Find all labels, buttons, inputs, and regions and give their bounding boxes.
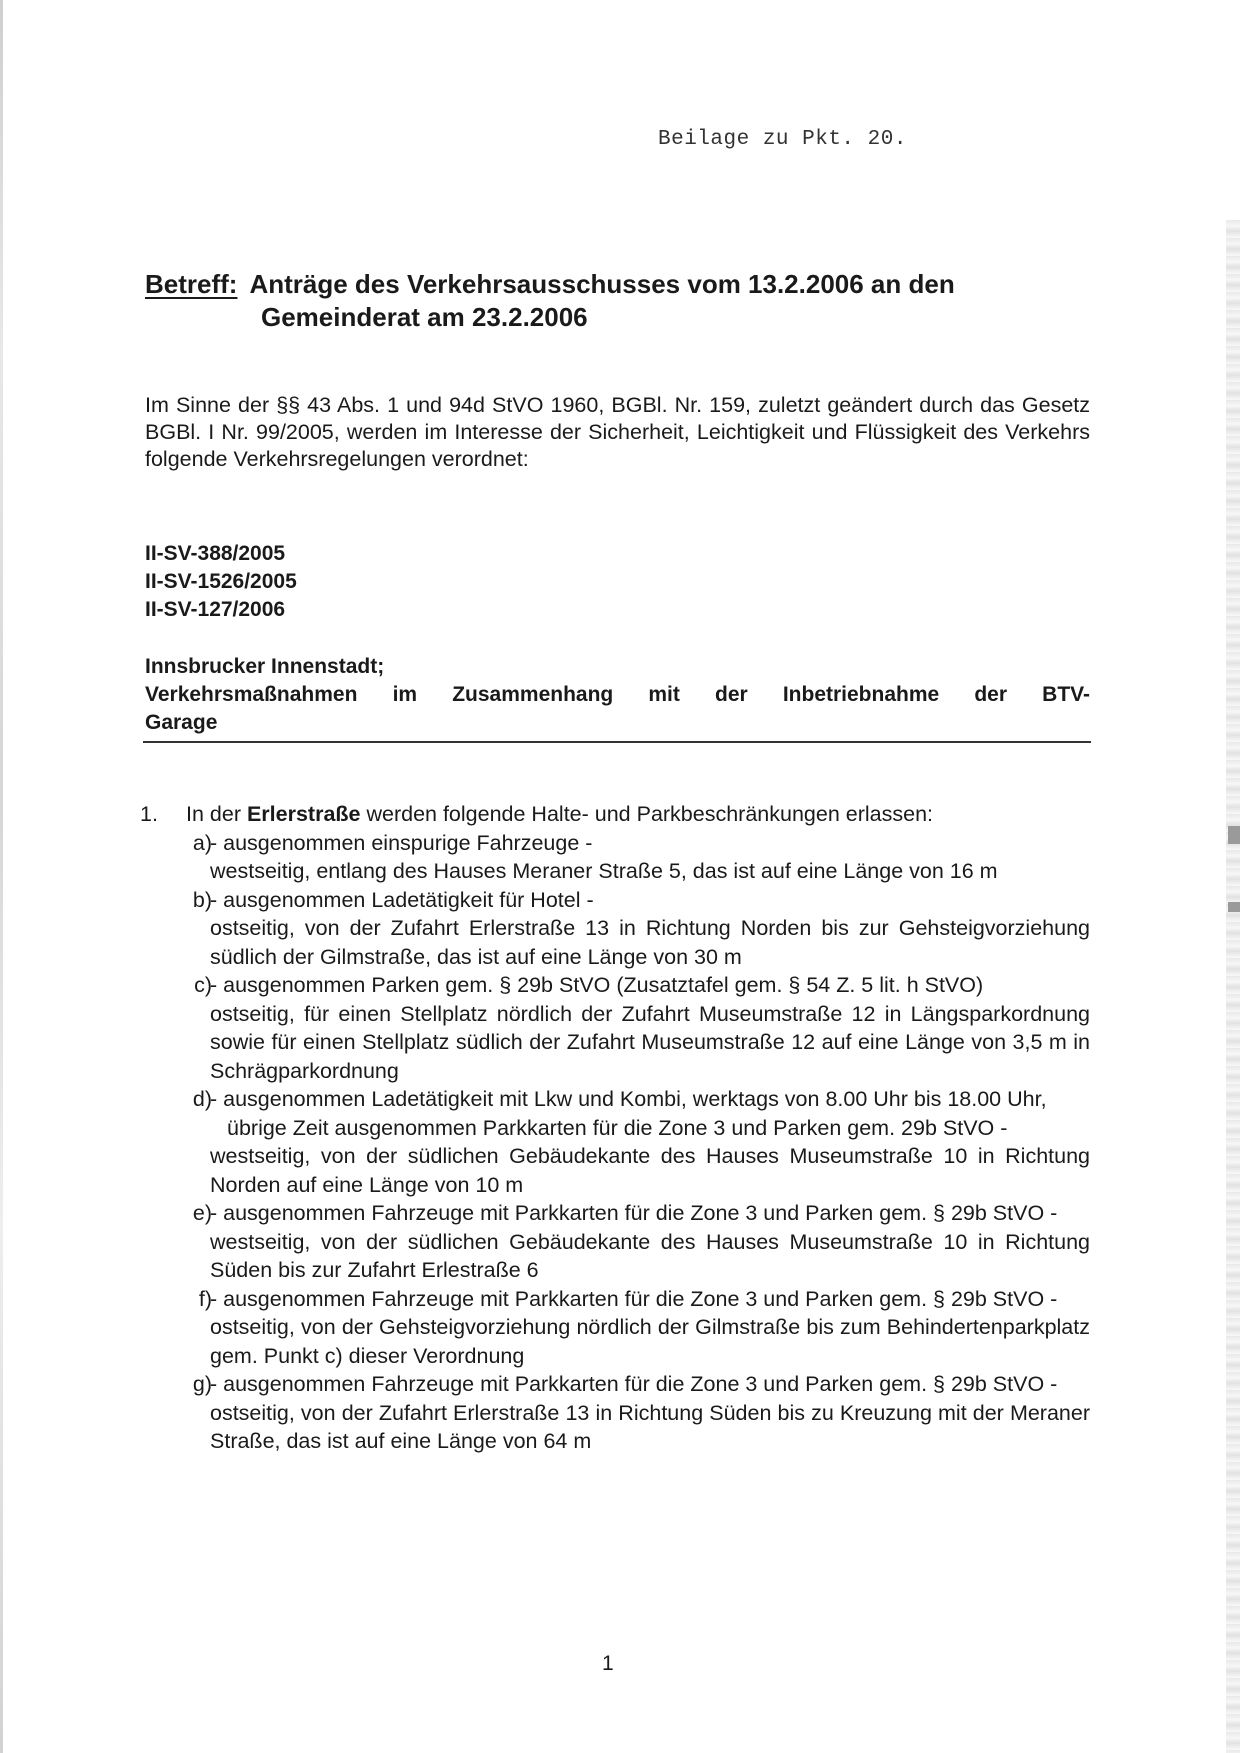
heading-divider — [143, 741, 1091, 743]
sub-item-f — [140, 1285, 1090, 1371]
sub-item-b — [140, 886, 1090, 972]
topic-line-3: Garage — [145, 711, 218, 734]
subject-line-2: Gemeinderat am 23.2.2006 — [261, 302, 588, 332]
sub-item-a — [140, 829, 1090, 886]
scan-edge-right — [1226, 220, 1240, 1753]
sub-item-condition: - ausgenommen Ladetätigkeit mit Lkw und Kombi, werktags von 8.00 Uhr bis 18.00 Uhr, übrige Zeit ausgenommen Parkkarten für die Zone 3 und Parken gem. 29b StVO - — [210, 1087, 1047, 1140]
item-number: 1. — [140, 802, 158, 826]
list-item-1 — [140, 800, 1100, 1456]
topic-line-2: Verkehrsmaßnahmen im Zusammenhang mit der Inbetriebnahme der BTV- — [145, 683, 1090, 706]
sub-item-description: westseitig, entlang des Hauses Meraner Straße 5, das ist auf eine Länge von 16 m — [210, 859, 998, 883]
reference-number: II-SV-388/2005 — [145, 542, 286, 565]
sub-item-letter: f) — [198, 1286, 212, 1311]
sub-item-letter: c) — [194, 973, 212, 997]
street-name: Erlerstraße — [246, 802, 361, 826]
sub-item-condition: - ausgenommen Fahrzeuge mit Parkkarten für die Zone 3 und Parken gem. § 29b StVO - — [210, 1201, 1058, 1225]
topic-heading — [145, 653, 1090, 737]
reference-number: II-SV-1526/2005 — [145, 570, 297, 593]
sub-item-condition: - ausgenommen einspurige Fahrzeuge - — [210, 830, 593, 855]
topic-line-1: Innsbrucker Innenstadt; — [145, 655, 385, 678]
item-heading — [140, 800, 1100, 829]
sub-item-letter: e) — [192, 1201, 212, 1225]
sub-item-condition: - ausgenommen Fahrzeuge mit Parkkarten für die Zone 3 und Parken gem. § 29b StVO - — [210, 1286, 1058, 1311]
sub-item-description: ostseitig, von der Zufahrt Erlerstraße 13 in Richtung Norden bis zur Gehsteigvorziehung südlich der Gilmstraße, das ist auf eine Länge von 30 m — [210, 916, 1090, 969]
scan-mark — [1228, 902, 1240, 912]
sub-item-e — [140, 1199, 1090, 1285]
attachment-note: Beilage zu Pkt. 20. — [658, 128, 907, 151]
sub-item-letter: g) — [192, 1372, 212, 1396]
sub-item-condition: - ausgenommen Ladetätigkeit für Hotel - — [210, 887, 594, 912]
item-title-prefix: In der — [186, 802, 247, 826]
sub-item-condition: - ausgenommen Parken gem. § 29b StVO (Zusatztafel gem. § 54 Z. 5 lit. h StVO) — [210, 973, 984, 997]
sub-item-letter: b) — [192, 887, 212, 912]
item-title-suffix: werden folgende Halte- und Parkbeschränkungen erlassen: — [360, 802, 934, 826]
intro-paragraph: Im Sinne der §§ 43 Abs. 1 und 94d StVO 1960, BGBl. Nr. 159, zuletzt geändert durch das Gesetz BGBl. I Nr. 99/2005, werden im Interesse der Sicherheit, Leichtigkeit und Flüssigkeit des Verkehrs folgende Verkehrsregelungen verordnet: — [145, 393, 1090, 471]
sub-item-letter: a) — [192, 830, 212, 855]
sub-item-description: ostseitig, für einen Stellplatz nördlich der Zufahrt Museumstraße 12 in Längsparkordnung sowie für einen Stellplatz südlich der Zufahrt Museumstraße 12 auf eine Länge von 3,5 m in Schrägparkordnung — [210, 1001, 1090, 1083]
sub-item-condition: - ausgenommen Fahrzeuge mit Parkkarten für die Zone 3 und Parken gem. § 29b StVO - — [210, 1372, 1058, 1396]
scan-mark — [1228, 826, 1240, 844]
sub-item-g — [140, 1370, 1090, 1456]
sub-item-letter: d) — [192, 1087, 212, 1111]
item-title — [186, 800, 933, 829]
reference-number: II-SV-127/2006 — [145, 598, 286, 621]
subject-line-1: Anträge des Verkehrsausschusses vom 13.2.2006 an den — [249, 269, 955, 299]
sub-item-d — [140, 1085, 1090, 1199]
sub-item-description: westseitig, von der südlichen Gebäudekante des Hauses Museumstraße 10 in Richtung Norden auf eine Länge von 10 m — [210, 1144, 1090, 1197]
reference-list — [145, 540, 297, 624]
sub-item-description: ostseitig, von der Gehsteigvorziehung nördlich der Gilmstraße bis zum Behindertenparkplatz gem. Punkt c) dieser Verordnung — [210, 1315, 1090, 1368]
page-number: 1 — [602, 1652, 614, 1675]
subject-heading — [145, 268, 1095, 334]
sub-item-description: westseitig, von der südlichen Gebäudekante des Hauses Museumstraße 10 in Richtung Süden bis zur Zufahrt Erlestraße 6 — [210, 1229, 1090, 1282]
sub-item-c — [140, 971, 1090, 1085]
scan-edge-left — [0, 0, 3, 1753]
subject-label: Betreff: — [145, 269, 238, 299]
sub-item-description: ostseitig, von der Zufahrt Erlerstraße 13 in Richtung Süden bis zu Kreuzung mit der Meraner Straße, das ist auf eine Länge von 64 m — [210, 1400, 1090, 1453]
